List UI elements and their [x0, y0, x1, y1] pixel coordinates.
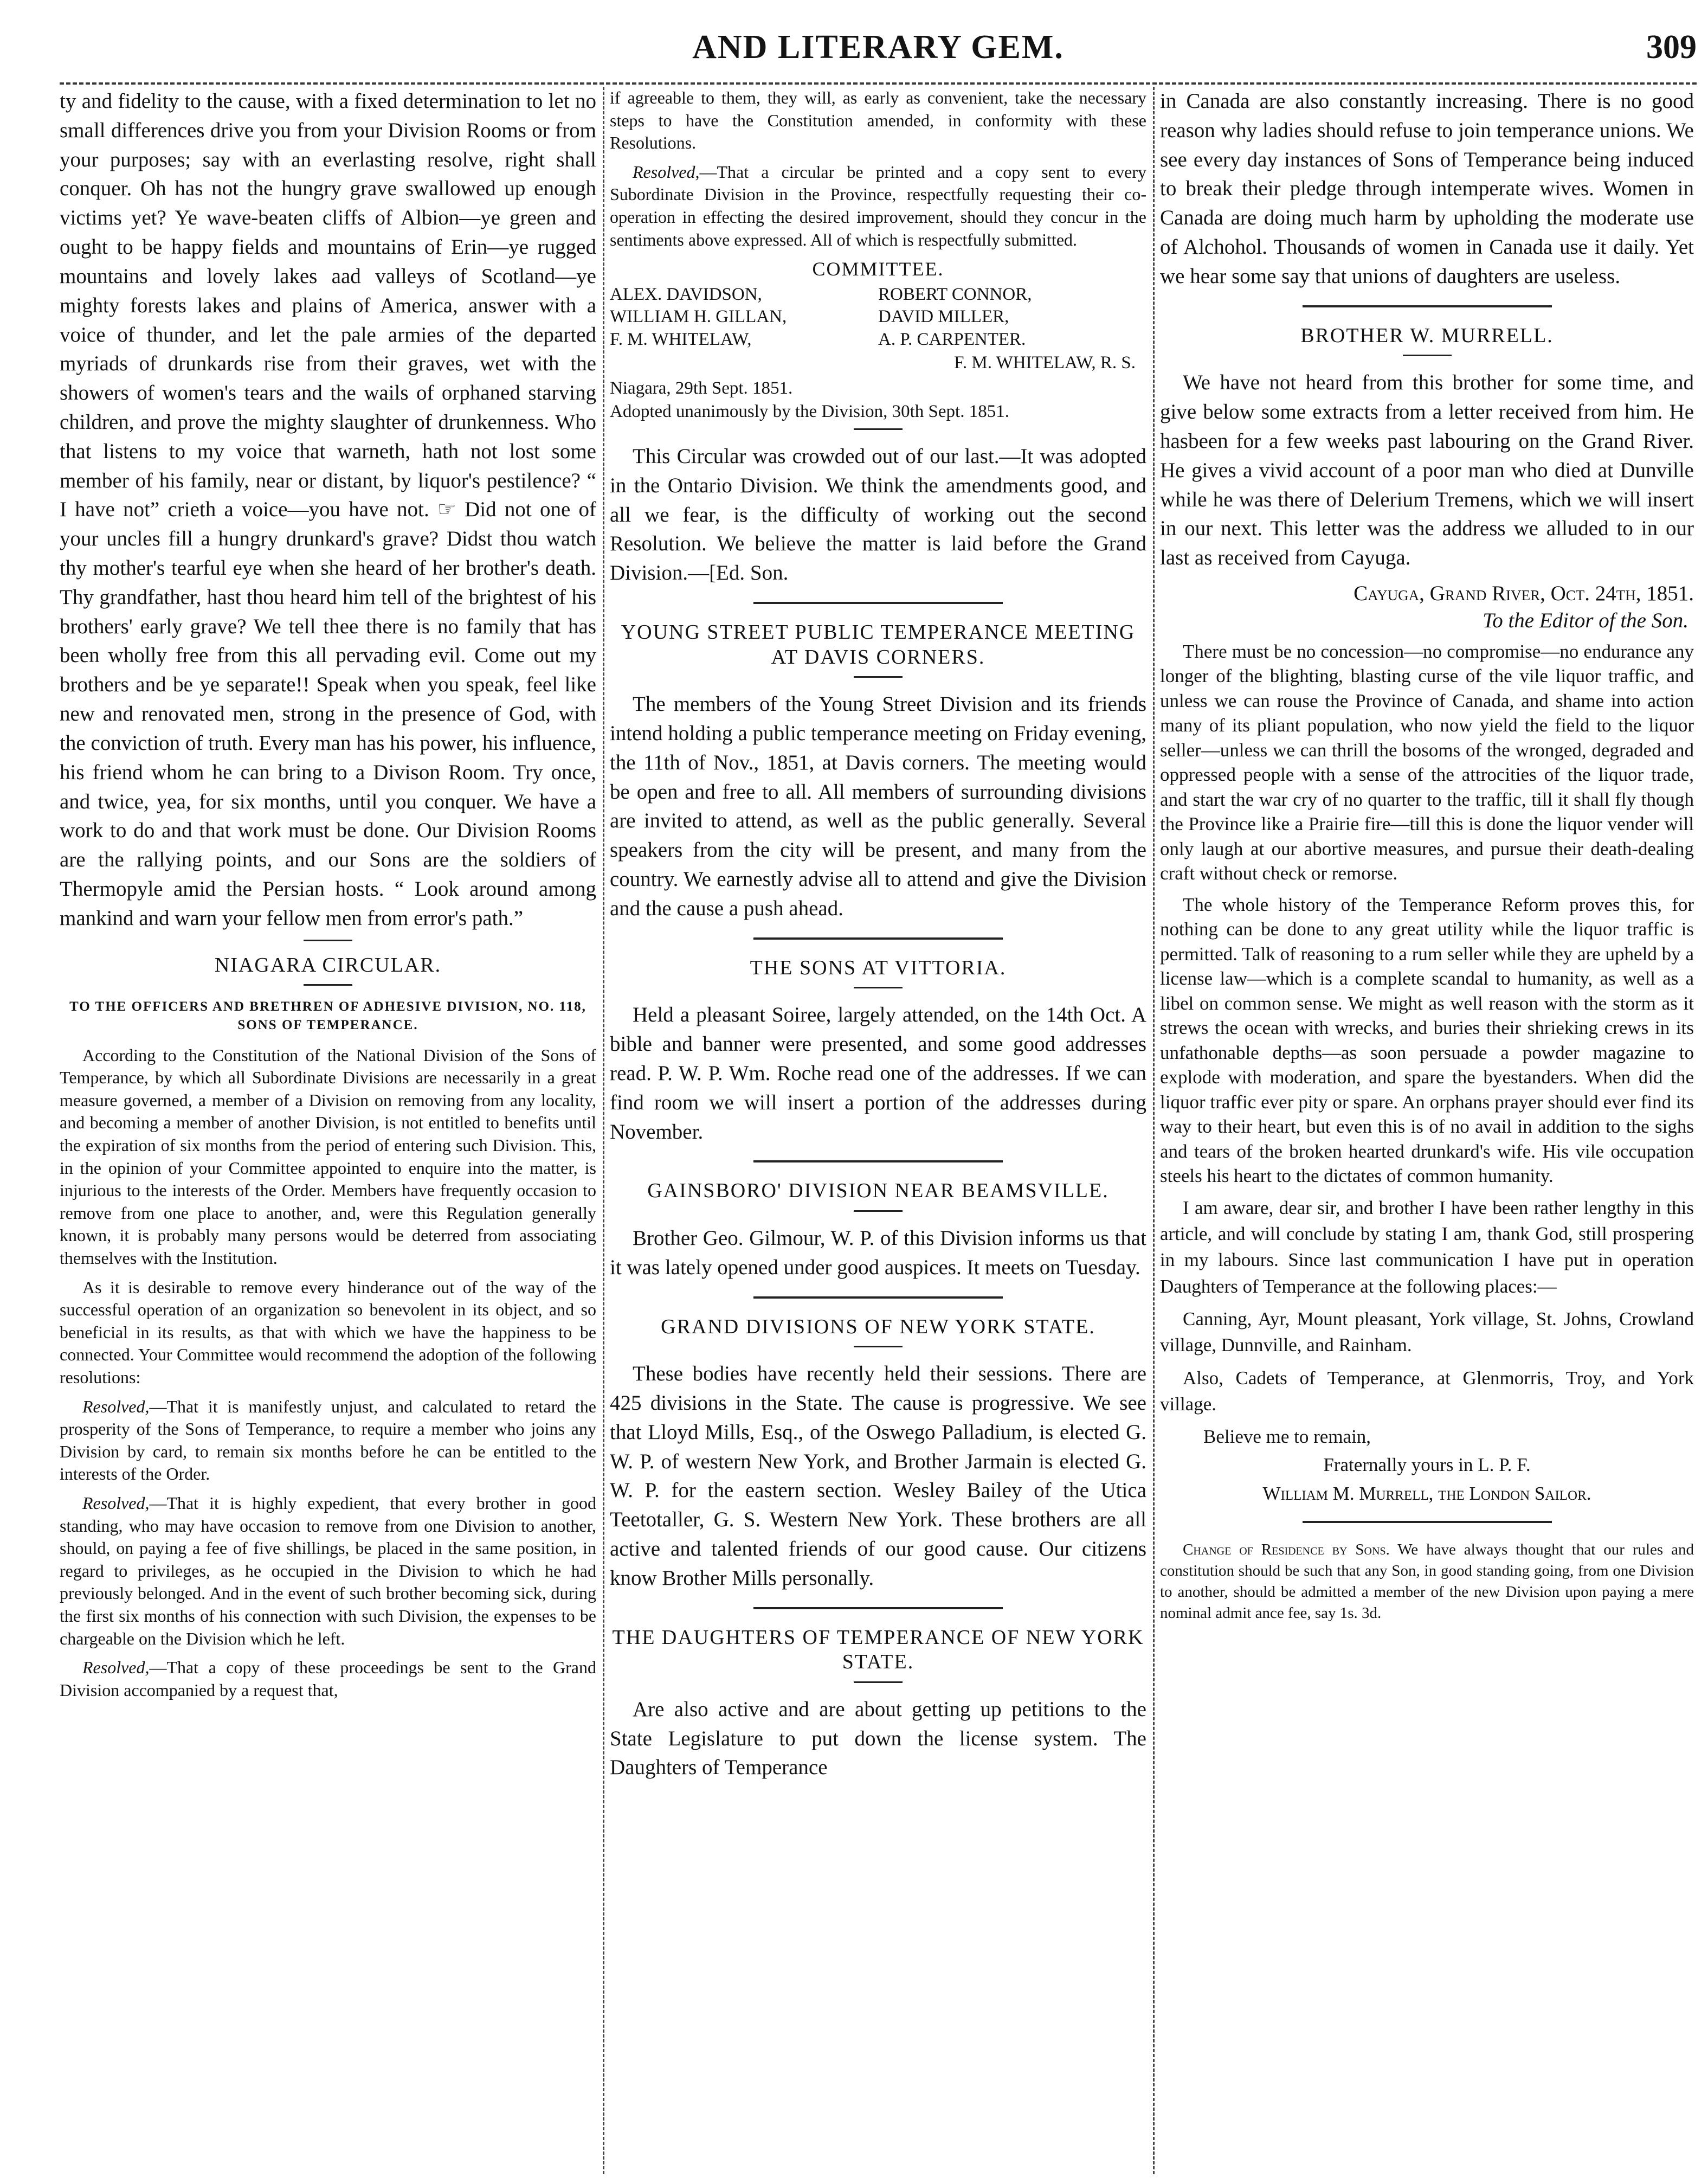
letter-salutation: To the Editor of the Son. [1483, 608, 1688, 632]
column-divider [1153, 87, 1155, 2174]
running-title: AND LITERARY GEM. [692, 29, 1064, 66]
article-paragraph: Brother Geo. Gilmour, W. P. of this Division informs us that it was lately opened under good auspices. It meets on Tuesday. [610, 1226, 1146, 1279]
section-rule [753, 602, 1003, 604]
cadets-note: Also, Cadets of Temperance, at Glenmorris, Troy, and York village. [1160, 1367, 1694, 1415]
circular-paragraph: if agreeable to them, they will, as early as convenient, take the necessary steps to have the Constitution amended, in conformity with these Resolutions. [610, 88, 1146, 153]
resolution-text: —That it is highly expedient, that every brother in good standing, who may have occasion to remove from one Division to another, should, on paying a fee of five shillings, be placed in the same position, in regard to privileges, as he occupied in the Division to which he had previously belonged. And in the event of such brother becoming sick, during the first six months of his connection with such Division, the expenses to be chargeable on the Division which he left. [60, 1493, 596, 1648]
letter-paragraph: There must be no concession—no compromise—no endurance any longer of the blighting, blasting curse of the vile liquor traffic, and unless we can rouse the Province of Canada, and shame into action many of its pliant population, who now yield the field to the liquor seller—unless we can thrill the bosoms of the wronged, degraded and oppressed people with a sense of the attrocities of the liquor trade, and start the war cry of no quarter to the traffic, till it shall fly though the Province like a Prairie fire—till this is done the liquor vender will only laugh at our abortive measures, and pursue their death-dealing craft without check or remorse. [1160, 640, 1694, 884]
resolution [60, 1492, 596, 1650]
section-rule [753, 1160, 1003, 1162]
column-2 [610, 87, 1146, 2174]
young-street-heading: YOUNG STREET PUBLIC TEMPERANCE MEETING AT DAVIS CORNERS. [621, 620, 1136, 669]
gainsboro-heading: GAINSBORO' DIVISION NEAR BEAMSVILLE. [647, 1179, 1109, 1203]
article-paragraph: We have not heard from this brother for some time, and give below some extracts from a letter received from him. He hasbeen for a few weeks past labouring on the Grand River. He gives a vivid account of a poor man who died at Dunville while he was there of Delerium Tremens, which we will insert in our next. This letter was the address we alluded to in our last as received from Cayuga. [1160, 371, 1694, 570]
committee-member: ROBERT CONNOR, [878, 285, 1032, 305]
article-continuation: ty and fidelity to the cause, with a fixed determination to let no small differences drive you from your Division Rooms or from your purposes; say with an everlasting resolve, right shall conquer. Oh has not the hungry grave swallowed up enough victims yet? Ye wave-beaten cliffs of Albion—ye green and ought to be happy fields and mountains of Erin—ye rugged mountains and lovely lakes aad valleys of Scotland—ye mighty forests lakes and plains of America, answer with a voice of thunder, and let the pale armies of the departed myriads of drunkards rise from their graves, wet with the showers of women's tears and the wails of orphaned starving children, and prove the mighty slaughter of drunkenness. Who that listens to my voice that warneth, hath not lost some member of his family, near or distant, by liquor's pestilence? “ I have not” crieth a voice—you have not. ☞ Did not one of your uncles fill a hungry drunkard's grave? Didst thou watch thy mother's tearful eye when she heard of her brother's death. Thy grandfather, hast thou heard him tell of the brightest of his brothers' early grave? We tell thee there is no family that has been wholly free from this all pervading evil. Come out my brothers and be ye separate!! Speak when you speak, feel like new and renovated men, strong in the presence of God, with the conviction of truth. Every man has his power, his influence, his friend whom he can bring to a Divison Room. Try once, and twice, yea, for six months, until you conquer. We have a work to do and that work must be done. Our Division Rooms are the rallying points, and our Sons are the soldiers of Thermopyle amid the Persian hosts. “ Look around among mankind and warn your fellow men from error's path.” [60, 89, 596, 930]
article-paragraph: Held a pleasant Soiree, largely attended, on the 14th Oct. A bible and banner were presented, and some good addresses read. P. W. P. Wm. Roche read one of the addresses. If we can find room we will insert a portion of the addresses during November. [610, 1003, 1146, 1144]
column-3 [1160, 87, 1694, 2174]
letter-dateline: Cayuga, Grand River, Oct. 24th, 1851. [1353, 581, 1694, 605]
editor-note: This Circular was crowded out of our last.—It was adopted in the Ontario Division. We think the amendments good, and all we fear, is the difficulty of working out the second Resolution. We believe the matter is laid before the Grand Division.—[Ed. Son. [610, 444, 1146, 585]
niagara-circular-subheading: TO THE OFFICERS AND BRETHREN OF ADHESIVE DIVISION, NO. 118, SONS OF TEMPERANCE. [69, 999, 586, 1032]
resolution [610, 161, 1146, 251]
circular-paragraph: As it is desirable to remove every hinderance out of the way of the successful operation of an organization so benevolent in its object, and so beneficial in its results, as that with which we have the happiness to be connected. Your Committee would recommend the adoption of the following resolutions: [60, 1277, 596, 1387]
resolved-label: Resolved, [82, 1493, 150, 1513]
resolution-text: —That it is manifestly unjust, and calculated to retard the prosperity of the Sons of Temperance, to require a member who joins any Division by card, to remain six months before he can be entitled to the interests of the Order. [60, 1396, 596, 1484]
article-paragraph: The members of the Young Street Division and its friends intend holding a public temperance meeting on Friday evening, the 11th of Nov., 1851, at Davis corners. The meeting would be open and free to all. All members of surrounding divisions are invited to attend, as well as the public generally. Several speakers from the city will be present, and many from the country. We earnestly advise all to attend and give the Division and the cause a push ahead. [610, 692, 1146, 920]
note-text: We have always thought that our rules and constitution should be such that any Son, in good standing going, from one Division to another, should be admitted a member of the new Division upon paying a mere nominal admit ance fee, say 1s. 3d. [1160, 1541, 1694, 1622]
resolved-label: Resolved, [82, 1658, 150, 1678]
committee-member: DAVID MILLER, [878, 307, 1009, 327]
resolution [60, 1396, 596, 1486]
letter-paragraph: I am aware, dear sir, and brother I have been rather lengthy in this article, and will conclude by stating I am, thank God, still prospering in my labours. Since last communication I have put in operation Daughters of Temperance at the following places:— [1160, 1197, 1694, 1297]
daughters-heading: THE DAUGHTERS OF TEMPERANCE OF NEW YORK STATE. [612, 1626, 1144, 1674]
circular-paragraph: According to the Constitution of the National Division of the Sons of Temperance, by which all Subordinate Divisions are necessarily in a great measure governed, a member of a Division on removing from any locality, and becoming a member of another Division, is not entitled to benefits until the expiration of six months from the period of entering such Division. This, in the opinion of your Committee appointed to enquire into the matter, is injurious to the interests of the Order. Members have frequently occasion to remove from one place to another, and, were this Regulation generally known, it is probably many persons would be deterred from associating themselves with the Institution. [60, 1045, 596, 1268]
page-number: 309 [1646, 29, 1697, 66]
resolution [60, 1656, 596, 1701]
letter-closing: Fraternally yours in L. P. F. [1323, 1454, 1531, 1476]
resolved-label: Resolved, [633, 162, 700, 182]
places-list: Canning, Ayr, Mount pleasant, York village, St. Johns, Crowland village, Dunnville, and Rainham. [1160, 1308, 1694, 1356]
section-rule [854, 1210, 903, 1212]
committee-member: WILLIAM H. GILLAN, [610, 307, 787, 327]
column-1 [60, 87, 596, 2174]
section-rule [1303, 1521, 1552, 1523]
section-rule [854, 1346, 903, 1347]
section-rule [753, 937, 1003, 940]
secretary-signature: F. M. WHITELAW, R. S. [954, 352, 1136, 372]
article-paragraph: in Canada are also constantly increasing. There is no good reason why ladies should refuse to join temperance unions. We see every day instances of Sons of Temperance being induced to break their pledge through intemperate wives. Women in Canada are doing much harm by upholding the moderate use of Alchohol. Thousands of women in Canada use it daily. Yet we hear some say that unions of daughters are useless. [1160, 89, 1694, 288]
niagara-circular-heading: NIAGARA CIRCULAR. [214, 953, 442, 977]
section-rule [753, 1607, 1003, 1609]
note-label: Change of Residence by Sons. [1183, 1541, 1390, 1559]
page-header [60, 22, 1697, 76]
resolution-text: —That a copy of these proceedings be sent to the Grand Division accompanied by a request that, [60, 1658, 596, 1700]
section-rule [753, 1296, 1003, 1299]
committee-member: F. M. WHITELAW, [610, 329, 752, 349]
section-rule [854, 676, 903, 678]
vittoria-heading: THE SONS AT VITTORIA. [750, 956, 1007, 979]
murrell-heading: BROTHER W. MURRELL. [1300, 324, 1554, 347]
resolved-label: Resolved, [82, 1396, 150, 1416]
column-divider [603, 87, 604, 2174]
committee-title: COMMITTEE. [812, 258, 944, 280]
section-rule [854, 428, 903, 430]
place-date: Niagara, 29th Sept. 1851. [610, 378, 793, 398]
section-rule [854, 1681, 903, 1683]
section-rule [304, 984, 352, 986]
section-rule [1403, 355, 1452, 356]
committee-member: A. P. CARPENTER. [878, 329, 1026, 349]
section-rule [304, 940, 352, 941]
article-paragraph: Are also active and are about getting up petitions to the State Legislature to put down the license system. The Daughters of Temperance [610, 1697, 1146, 1780]
committee-list [610, 284, 1146, 351]
grand-divisions-heading: GRAND DIVISIONS OF NEW YORK STATE. [661, 1315, 1095, 1338]
committee-member: ALEX. DAVIDSON, [610, 285, 762, 305]
residence-note [1160, 1539, 1694, 1624]
adopted-note: Adopted unanimously by the Division, 30th Sept. 1851. [610, 401, 1009, 421]
letter-closing: Believe me to remain, [1203, 1426, 1371, 1448]
letter-signature: William M. Murrell, the London Sailor. [1262, 1482, 1591, 1504]
section-rule [854, 987, 903, 988]
section-rule [1303, 305, 1552, 307]
letter-paragraph: The whole history of the Temperance Reform proves this, for nothing can be done to any great utility while the liquor traffic is permitted. Talk of reasoning to a rum seller while they are upheld by a license law—which is a complete scandal to humanity, as well as a libel on common sense. We might as well reason with the storm as it strews the ocean with wrecks, and buries their shrieking crews in its unfathonable depths—as soon persuade a powder magazine to explode with moderation, and spare the byestanders. When did the liquor traffic ever pity or spare. An orphans prayer should ever find its way to their heart, but even this is of no avail in addition to the sighs and tears of the broken hearted drunkard's wife. His vile occupation steels his heart to the dictates of common humanity. [1160, 894, 1694, 1187]
header-rule [60, 82, 1697, 85]
article-paragraph: These bodies have recently held their sessions. There are 425 divisions in the State. The cause is progressive. We see that Lloyd Mills, Esq., of the Oswego Palladium, is elected G. W. P. of western New York, and Brother Jarmain is elected G. W. P. for the eastern section. Wesley Bailey of the Utica Teetotaller, G. S. Western New York. These brothers are all active and talented friends of our good cause. Our citizens know Brother Mills personally. [610, 1362, 1146, 1590]
resolution-text: —That a circular be printed and a copy sent to every Subordinate Division in the Province, respectfully requesting their co-operation in effecting the desired improvement, should they concur in the sentiments above expressed. All of which is respectfully submitted. [610, 162, 1146, 249]
